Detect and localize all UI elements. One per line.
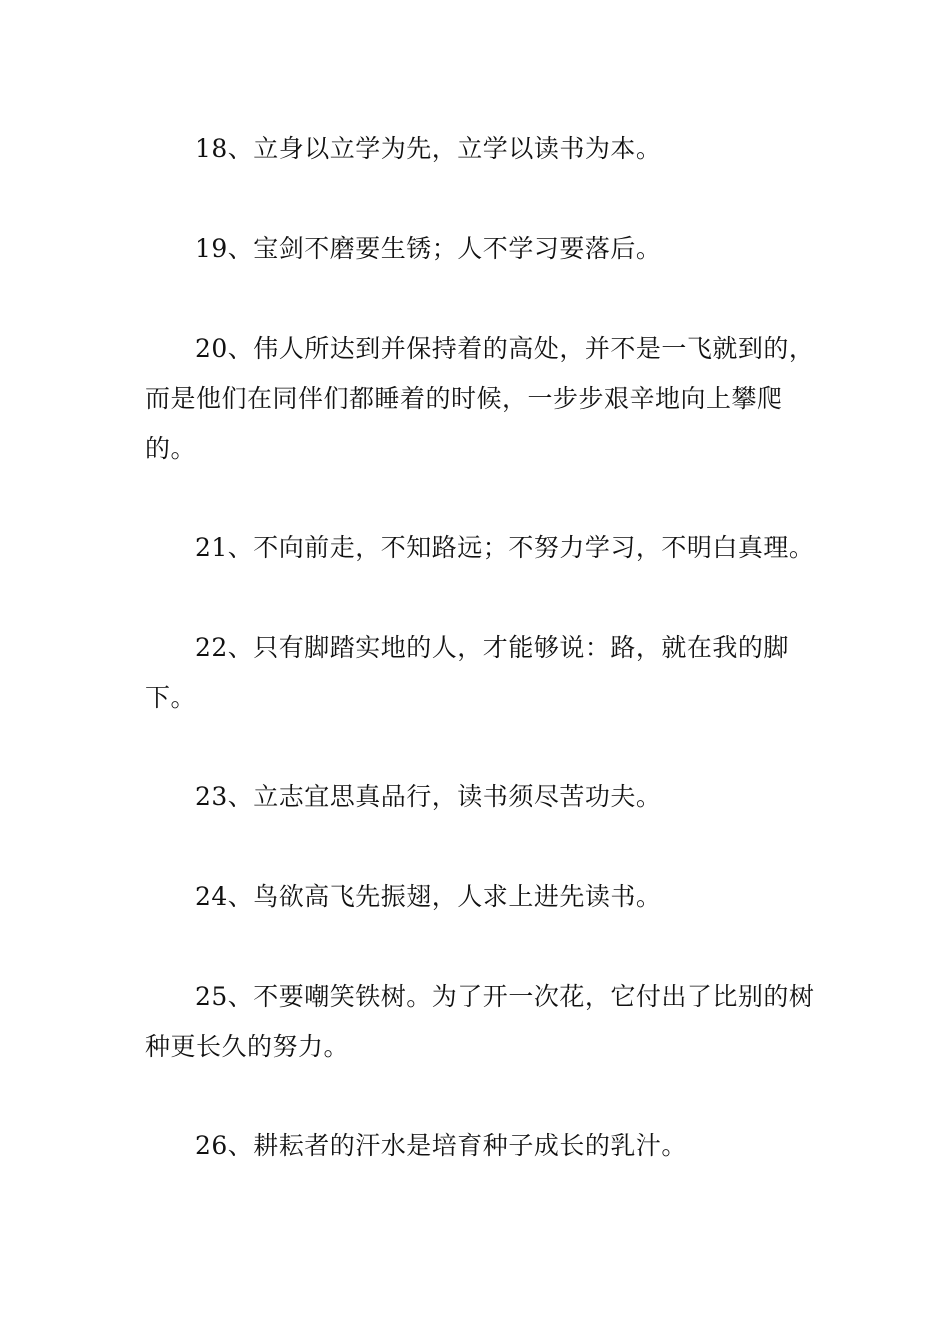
quote-paragraph-23: 23、立志宜思真品行，读书须尽苦功夫。 — [195, 782, 662, 811]
quote-paragraph-21: 21、不向前走，不知路远；不努力学习，不明白真理。 — [195, 533, 815, 562]
quote-paragraph-26: 26、耕耘者的汗水是培育种子成长的乳汁。 — [195, 1131, 687, 1160]
quote-paragraph-22: 22、只有脚踏实地的人，才能够说：路，就在我的脚下。 — [145, 633, 789, 712]
quote-paragraph-20: 20、伟人所达到并保持着的高处，并不是一飞就到的，而是他们在同伴们都睡着的时候，一步步艰辛地向上攀爬的。 — [145, 334, 815, 463]
quote-paragraph-19: 19、宝剑不磨要生锈；人不学习要落后。 — [195, 234, 662, 263]
quote-paragraph-25: 25、不要嘲笑铁树。为了开一次花，它付出了比别的树种更长久的努力。 — [145, 982, 815, 1061]
quote-paragraph-18: 18、立身以立学为先，立学以读书为本。 — [195, 134, 662, 163]
quote-paragraph-24: 24、鸟欲高飞先振翅，人求上进先读书。 — [195, 882, 662, 911]
